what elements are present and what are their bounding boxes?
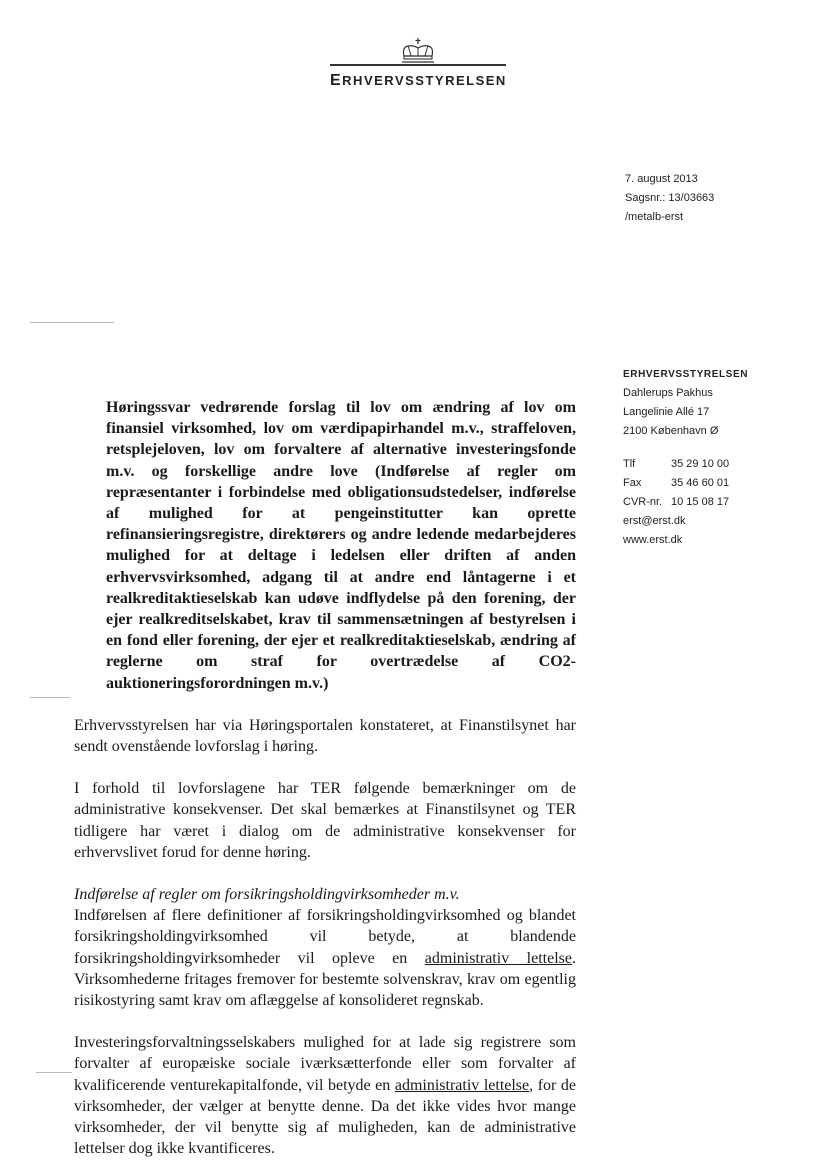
scan-artifact <box>30 322 114 323</box>
address-org: ERHVERVSSTYRELSEN <box>623 369 749 380</box>
contact-web[interactable]: www.erst.dk <box>623 534 683 546</box>
contact-label: Fax <box>623 477 642 489</box>
address-city: 2100 København Ø <box>623 425 719 437</box>
contact-phone <box>623 455 748 474</box>
document-date: 7. august 2013 <box>625 173 698 185</box>
paragraph-3: Indførelsen af flere definitioner af forsikringsholdingvirksomhed og blandet forsikringsholdingvirksomhed vil betyde, at blandende forsikringsholdingvirksomheder vil opleve en administrativ lettelse. Virksomhederne fritages fremover for bestemte solvenskrav, krav om egentlig risikostyring samt krav om aflæggelse af konsolideret regnskab. <box>74 907 576 1010</box>
contact-cvr <box>623 493 748 512</box>
logo <box>330 38 506 90</box>
section-subheading: Indførelse af regler om forsikringsholdingvirksomheder m.v. <box>74 886 460 904</box>
reference: /metalb-erst <box>625 211 684 223</box>
letter-heading: Høringssvar vedrørende forslag til lov om ændring af lov om finansiel virksomhed, lov om værdipapirhandel m.v., straffeloven, retsplejeloven, lov om forvaltere af alternative investeringsfonde m.v. og forskellige andre love (Indførelse af regler om repræsentanter i forbindelse med obligationsudstedelser, indførelse af mulighed for at pengeinstitutter kan oprette refinansieringsregistre, direktørers og andre ledende medarbejderes mulighed for at deltage i ledelsen eller driften af anden erhvervsvirksomhed, adgang til at andre end låntagerne i et realkreditaktieselskab kan udøve indflydelse på den forening, der ejer realkreditselskabet, krav til sammensætningen af bestyrelsen i en fond eller forening, der ejer et realkreditaktieselskab, ændring af reglerne om straf for overtrædelse af CO2-auktioneringsforordningen m.v.) <box>106 399 576 692</box>
contact-email[interactable]: erst@erst.dk <box>623 515 686 527</box>
paragraph-1: Erhvervsstyrelsen har via Høringsportalen konstateret, at Finanstilsynet har sendt ovenstående lovforslag i høring. <box>74 716 576 756</box>
scan-artifact <box>36 1072 72 1073</box>
contact-label: Tlf <box>623 458 636 470</box>
address-street1: Dahlerups Pakhus <box>623 387 713 399</box>
logo-divider <box>330 64 506 66</box>
crown-icon <box>398 38 438 64</box>
case-number: Sagsnr.: 13/03663 <box>625 192 715 204</box>
contact-value: 10 15 08 17 <box>671 496 730 508</box>
sender-address <box>623 365 748 550</box>
contact-label: CVR-nr. <box>623 496 663 508</box>
contact-value: 35 29 10 00 <box>671 458 730 470</box>
underlined-term: administrativ lettelse <box>394 1076 530 1094</box>
org-wordmark: ERHVERVSSTYRELSEN <box>330 72 507 89</box>
paragraph-4: Investeringsforvaltningsselskabers mulighed for at lade sig registrere som forvalter af europæiske sociale iværksætterfonde eller som forvalter af kvalificerende venturekapitalfonde, vil betyde en administrativ lettelse, for de virksomheder, der vælger at benytte denne. Da det ikke vides hvor mange virksomheder, der vil benytte sig af muligheden, kan de administrative lettelser dog ikke kvantificeres. <box>74 1034 576 1158</box>
contact-value: 35 46 60 01 <box>671 477 730 489</box>
underlined-term: administrativ lettelse <box>424 949 572 967</box>
contact-fax <box>623 474 748 493</box>
document-meta <box>625 170 714 227</box>
letter-body <box>74 397 576 1160</box>
paragraph-2: I forhold til lovforslagene har TER følgende bemærkninger om de administrative konsekvenser. Det skal bemærkes at Finanstilsynet og TER tidligere har været i dialog om de administrative konsekvenser for erhvervslivet forud for denne høring. <box>74 780 576 861</box>
scan-artifact <box>30 697 70 698</box>
address-street2: Langelinie Allé 17 <box>623 406 710 418</box>
